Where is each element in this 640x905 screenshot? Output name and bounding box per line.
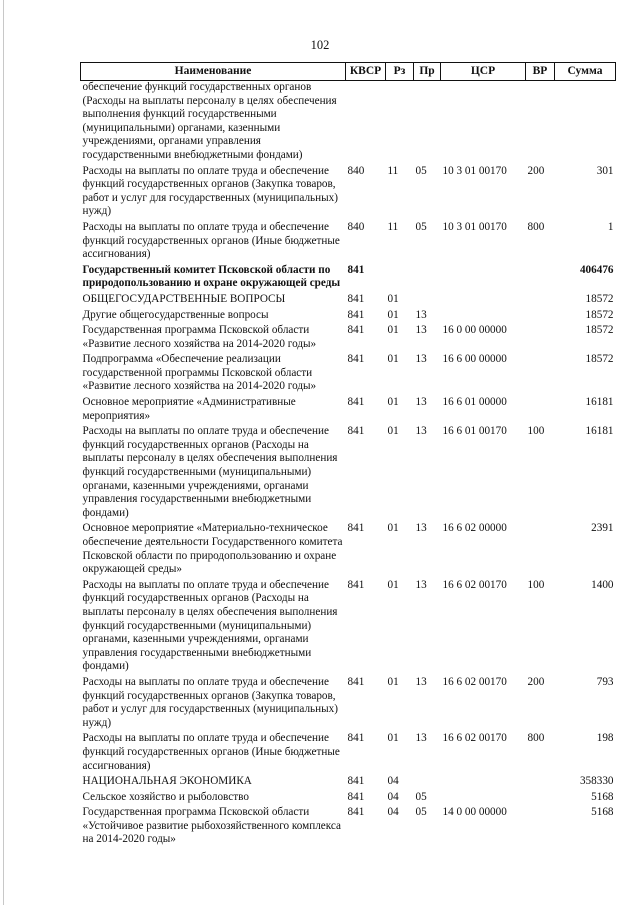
cell-sum: 301: [596, 164, 614, 177]
cell-sum: 5168: [591, 806, 614, 819]
cell-csr: 16 6 00 00000: [442, 353, 507, 366]
cell-pr: [414, 291, 441, 307]
cell-pr: 05: [415, 220, 427, 233]
cell-pr: 13: [415, 675, 427, 688]
cell-rz: 04: [387, 775, 399, 788]
header-sum: Сумма: [555, 63, 616, 81]
cell-sum: 406476: [579, 263, 614, 276]
table-row: [81, 730, 616, 773]
cell-vr: [526, 322, 555, 351]
cell-pr: 13: [415, 732, 427, 745]
cell-rz: 11: [387, 164, 399, 177]
cell-pr: 13: [415, 308, 427, 321]
cell-pr: 05: [415, 806, 427, 819]
cell-csr: 10 3 01 00170: [442, 164, 507, 177]
table-row: [81, 577, 616, 674]
table-row: [81, 307, 616, 323]
cell-name: Расходы на выплаты по оплате труда и обеспечение функций государственных органов (Иные бюджетные ассигнования): [82, 220, 340, 261]
page-number: 102: [310, 38, 330, 52]
cell-sum: 1: [607, 220, 614, 233]
cell-kvsr: 841: [347, 353, 365, 366]
cell-csr: 16 6 01 00000: [442, 396, 507, 409]
cell-kvsr: 841: [347, 396, 365, 409]
cell-rz: 01: [387, 578, 399, 591]
cell-kvsr: 840: [347, 164, 365, 177]
cell-name: обеспечение функций государственных органов (Расходы на выплаты персоналу в целях обеспечения выполнения функций государственными (муниципальными) органами, казенными учреждениями, органами управления государственными внебюджетными фондами): [82, 81, 337, 161]
header-kvsr: КВСР: [346, 63, 386, 81]
table-row: [81, 219, 616, 262]
cell-kvsr: 841: [347, 292, 365, 305]
cell-rz: 01: [387, 292, 399, 305]
cell-name: Расходы на выплаты по оплате труда и обеспечение функций государственных органов (Иные бюджетные ассигнования): [82, 732, 340, 772]
header-csr: ЦСР: [441, 63, 526, 81]
cell-vr: [526, 291, 555, 307]
header-rz: Рз: [386, 63, 414, 81]
header-vr: ВР: [526, 63, 555, 81]
cell-rz: 04: [387, 806, 399, 819]
cell-csr: [441, 307, 526, 323]
cell-name: Государственный комитет Псковской области по природопользованию и охране окружающей среды: [82, 263, 341, 290]
cell-vr: 800: [527, 732, 545, 745]
cell-rz: 01: [387, 324, 399, 337]
cell-vr: 100: [527, 425, 545, 438]
cell-name: ОБЩЕГОСУДАРСТВЕННЫЕ ВОПРОСЫ: [82, 292, 286, 305]
table-row: [81, 163, 616, 219]
cell-name: Расходы на выплаты по оплате труда и обеспечение функций государственных органов (Закупка товаров, работ и услуг для государственных (муниципальных) нужд): [82, 675, 338, 729]
cell-csr: 10 3 01 00170: [442, 220, 507, 233]
cell-kvsr: 841: [347, 775, 365, 788]
cell-kvsr: 841: [347, 732, 365, 745]
cell-vr: [526, 804, 555, 847]
cell-kvsr: 841: [347, 522, 365, 535]
cell-kvsr: 841: [347, 308, 365, 321]
cell-csr: [441, 81, 526, 163]
budget-table: [80, 62, 616, 847]
cell-csr: [441, 773, 526, 789]
cell-kvsr: [346, 81, 386, 163]
table-row: [81, 351, 616, 394]
scan-edge: [3, 0, 4, 905]
cell-sum: 2391: [591, 522, 614, 535]
cell-name: Расходы на выплаты по оплате труда и обеспечение функций государственных органов (Расходы на выплаты персоналу в целях обеспечения выполнения функций государственными (муниципальными) органами, казенными учреждениями, органами управления государственными внебюджетными фондами): [82, 425, 338, 519]
cell-vr: 100: [527, 578, 545, 591]
cell-vr: 200: [527, 675, 545, 688]
cell-sum: 358330: [579, 775, 614, 788]
cell-vr: [526, 394, 555, 423]
cell-kvsr: 840: [347, 220, 365, 233]
cell-vr: [526, 307, 555, 323]
cell-pr: 05: [415, 164, 427, 177]
cell-rz: 01: [387, 732, 399, 745]
header-pr: Пр: [414, 63, 441, 81]
cell-sum: [555, 81, 616, 163]
cell-sum: 198: [596, 732, 614, 745]
table-row: [81, 291, 616, 307]
cell-sum: 16181: [585, 425, 614, 438]
cell-sum: 16181: [585, 396, 614, 409]
cell-sum: 793: [596, 675, 614, 688]
cell-pr: 13: [415, 522, 427, 535]
table-row: [81, 773, 616, 789]
cell-pr: 13: [415, 396, 427, 409]
cell-sum: 5168: [591, 790, 614, 803]
table-row: [81, 262, 616, 291]
cell-kvsr: 841: [347, 675, 365, 688]
cell-csr: [441, 291, 526, 307]
cell-rz: 01: [387, 396, 399, 409]
cell-csr: 16 6 02 00170: [442, 675, 507, 688]
cell-rz: 01: [387, 522, 399, 535]
cell-pr: 05: [415, 790, 427, 803]
cell-vr: [526, 520, 555, 576]
cell-csr: 16 6 02 00170: [442, 578, 507, 591]
cell-sum: 18572: [585, 308, 614, 321]
cell-vr: [526, 81, 555, 163]
cell-name: Расходы на выплаты по оплате труда и обеспечение функций государственных органов (Расходы на выплаты персоналу в целях обеспечения выполнения функций государственными (муниципальными) органами, казенными учреждениями, органами управления государственными внебюджетными фондами): [82, 578, 338, 673]
cell-csr: 16 0 00 00000: [442, 324, 507, 337]
cell-pr: [414, 262, 441, 291]
cell-rz: 01: [387, 675, 399, 688]
header-name: Наименование: [81, 63, 346, 81]
cell-name: Государственная программа Псковской области «Устойчивое развитие рыбохозяйственного комплекса на 2014-2020 годы»: [82, 806, 341, 846]
table-row: [81, 674, 616, 730]
cell-vr: [526, 351, 555, 394]
cell-kvsr: 841: [347, 578, 365, 591]
cell-rz: [386, 81, 414, 163]
cell-csr: 16 6 02 00170: [442, 732, 507, 745]
cell-vr: [526, 773, 555, 789]
cell-kvsr: 841: [347, 425, 365, 438]
table-row: [81, 789, 616, 805]
cell-kvsr: 841: [347, 806, 365, 819]
cell-kvsr: 841: [347, 324, 365, 337]
cell-name: Основное мероприятие «Административные мероприятия»: [82, 396, 296, 422]
cell-vr: [526, 789, 555, 805]
cell-sum: 18572: [585, 353, 614, 366]
cell-name: Основное мероприятие «Материально-техническое обеспечение деятельности Государственного комитета Псковской области по природопользованию и охране окружающей среды»: [82, 522, 343, 576]
table-row: [81, 394, 616, 423]
table-row: [81, 322, 616, 351]
cell-name: НАЦИОНАЛЬНАЯ ЭКОНОМИКА: [82, 775, 252, 788]
cell-sum: 1400: [591, 578, 614, 591]
cell-rz: 04: [387, 790, 399, 803]
cell-sum: 18572: [585, 324, 614, 337]
cell-pr: 13: [415, 425, 427, 438]
cell-rz: 01: [387, 308, 399, 321]
cell-kvsr: 841: [347, 790, 365, 803]
cell-rz: [386, 262, 414, 291]
cell-csr: 16 6 02 00000: [442, 522, 507, 535]
cell-name: Расходы на выплаты по оплате труда и обеспечение функций государственных органов (Закупка товаров, работ и услуг для государственных (муниципальных) нужд): [82, 164, 338, 218]
cell-csr: 14 0 00 00000: [442, 806, 507, 819]
cell-vr: [526, 262, 555, 291]
cell-rz: 01: [387, 353, 399, 366]
cell-sum: 18572: [585, 292, 614, 305]
table-header-row: [81, 63, 616, 81]
cell-pr: 13: [415, 324, 427, 337]
table-row: [81, 520, 616, 576]
cell-csr: [441, 262, 526, 291]
cell-rz: 11: [387, 220, 399, 233]
cell-kvsr: 841: [347, 263, 365, 276]
cell-pr: [414, 81, 441, 163]
cell-pr: [414, 773, 441, 789]
cell-pr: 13: [415, 578, 427, 591]
cell-csr: [441, 789, 526, 805]
cell-csr: 16 6 01 00170: [442, 425, 507, 438]
cell-vr: 200: [527, 164, 545, 177]
cell-name: Сельское хозяйство и рыболовство: [82, 790, 249, 803]
cell-name: Государственная программа Псковской области «Развитие лесного хозяйства на 2014-2020 годы»: [82, 324, 317, 350]
cell-name: Другие общегосударственные вопросы: [82, 308, 269, 321]
cell-vr: 800: [527, 220, 545, 233]
table-row: [81, 804, 616, 847]
cell-name: Подпрограмма «Обеспечение реализации государственной программы Псковской области «Развитие лесного хозяйства на 2014-2020 годы»: [82, 353, 317, 393]
cell-pr: 13: [415, 353, 427, 366]
table-row: [81, 81, 616, 163]
cell-rz: 01: [387, 425, 399, 438]
table-row: [81, 423, 616, 520]
